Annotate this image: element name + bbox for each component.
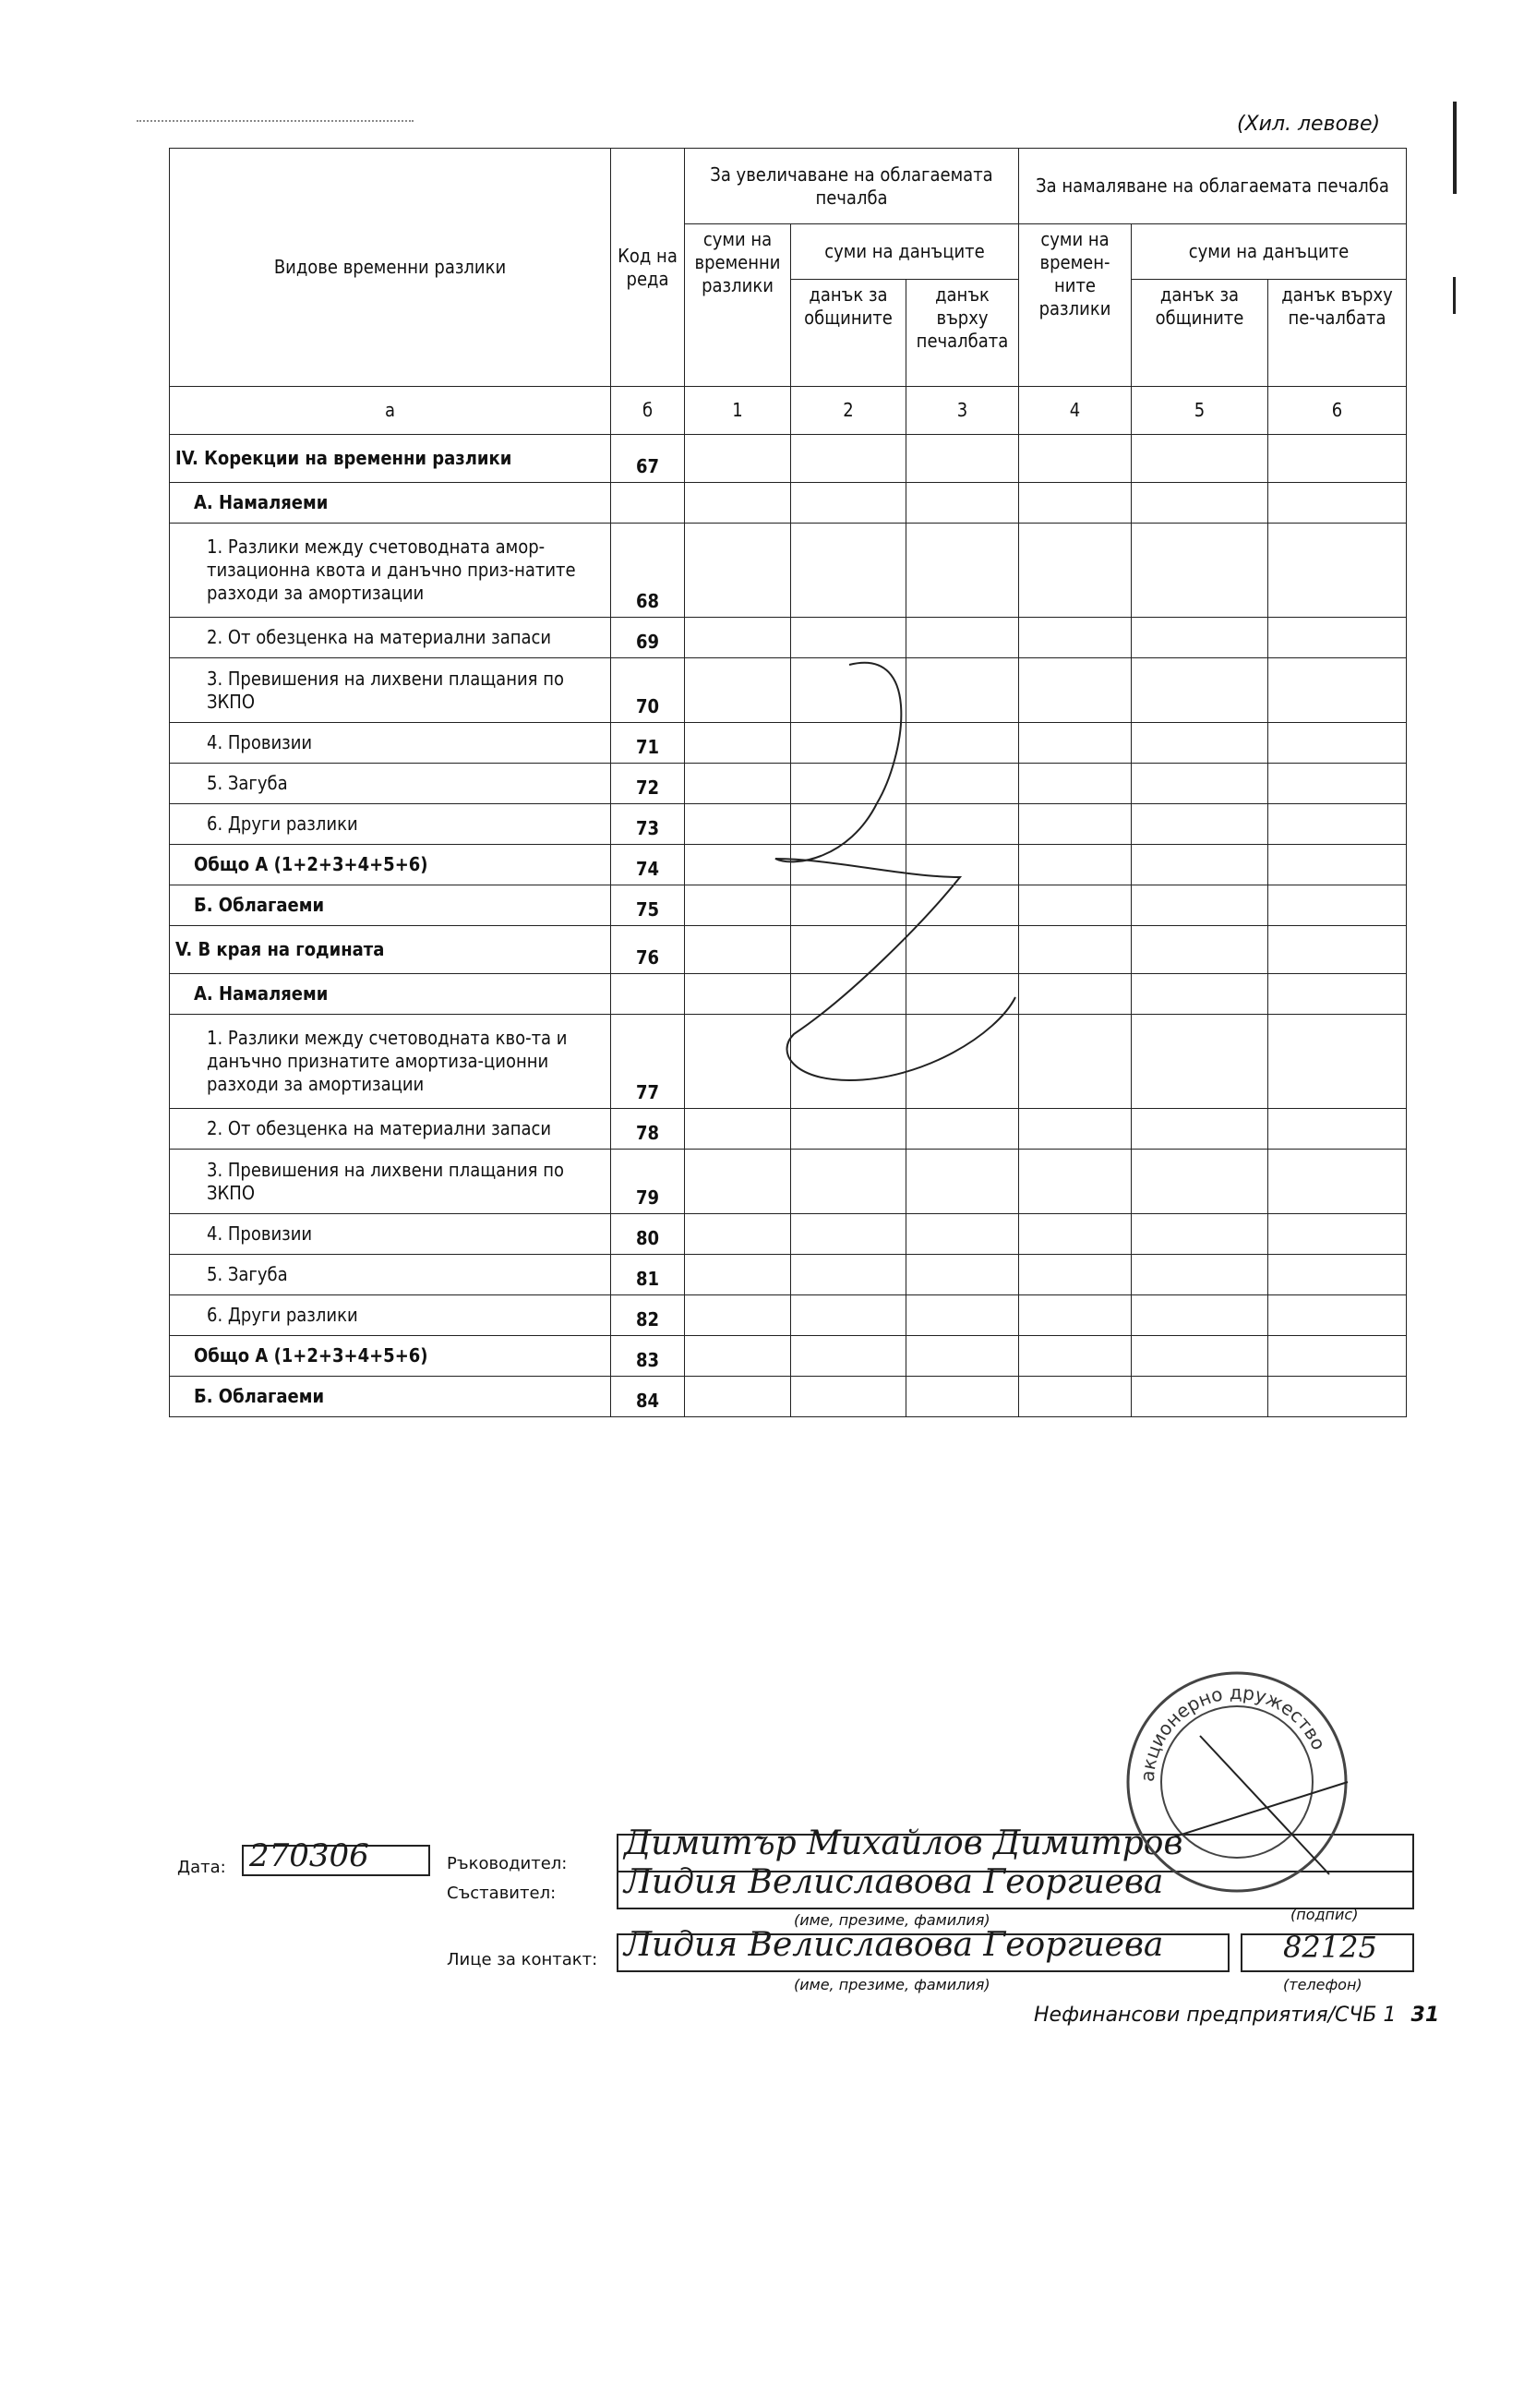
row-code: 82 bbox=[611, 1295, 685, 1336]
value-cell[interactable] bbox=[1132, 926, 1268, 974]
header-group-decrease: За намаляване на облагаемата печалба bbox=[1019, 149, 1407, 224]
page-number: 31 bbox=[1410, 2004, 1440, 2027]
value-cell[interactable] bbox=[791, 483, 906, 524]
right-edge-mark bbox=[1453, 102, 1457, 194]
value-cell[interactable] bbox=[1132, 658, 1268, 723]
header-type: Видове временни разлики bbox=[170, 149, 611, 387]
value-cell[interactable] bbox=[906, 1150, 1019, 1214]
row-code: 69 bbox=[611, 618, 685, 658]
table-row bbox=[170, 1255, 1407, 1295]
company-stamp bbox=[1117, 1662, 1357, 1902]
value-cell[interactable] bbox=[1132, 804, 1268, 845]
table-row bbox=[170, 1150, 1407, 1214]
header-tax-profit-2: данък върху пе-чалбата bbox=[1268, 280, 1407, 387]
index-cell: 1 bbox=[685, 387, 791, 435]
header-tax-municipal: данък за общините bbox=[791, 280, 906, 387]
value-cell[interactable] bbox=[791, 1295, 906, 1336]
row-label: 3. Превишения на лихвени плащания по ЗКПО bbox=[170, 658, 611, 723]
header-sums-taxes: суми на данъците bbox=[791, 224, 1019, 280]
row-code: 73 bbox=[611, 804, 685, 845]
value-cell[interactable] bbox=[1268, 974, 1407, 1015]
row-code: 83 bbox=[611, 1336, 685, 1377]
value-cell[interactable] bbox=[791, 524, 906, 618]
row-label: 2. От обезценка на материални запаси bbox=[170, 1109, 611, 1150]
row-code: 76 bbox=[611, 926, 685, 974]
value-cell[interactable] bbox=[1019, 1150, 1132, 1214]
header-sums-temp-increase: суми на временни разлики bbox=[685, 224, 791, 387]
value-cell[interactable] bbox=[791, 1377, 906, 1417]
row-label: 1. Разлики между счетоводната кво-та и данъчно признатите амортиза-ционни разходи за амортизации bbox=[170, 1015, 611, 1109]
value-cell[interactable] bbox=[1019, 1295, 1132, 1336]
row-label: 3. Превишения на лихвени плащания по ЗКПО bbox=[170, 1150, 611, 1214]
table-row bbox=[170, 1214, 1407, 1255]
phone-caption: (телефон) bbox=[1283, 1976, 1362, 1993]
table-row bbox=[170, 524, 1407, 618]
value-cell[interactable] bbox=[685, 1214, 791, 1255]
units-label: (Хил. левове) bbox=[1237, 113, 1381, 136]
header-tax-profit: данък върху печалбата bbox=[906, 280, 1019, 387]
value-cell[interactable] bbox=[906, 435, 1019, 483]
row-code bbox=[611, 483, 685, 524]
index-cell: 6 bbox=[1268, 387, 1407, 435]
right-edge-mark bbox=[1453, 277, 1456, 314]
header-dotted-line bbox=[137, 120, 414, 124]
row-code: 74 bbox=[611, 845, 685, 885]
value-cell[interactable] bbox=[906, 483, 1019, 524]
manager-label: Ръководител: bbox=[447, 1854, 568, 1873]
value-cell[interactable] bbox=[1268, 1255, 1407, 1295]
row-label: Общо А (1+2+3+4+5+6) bbox=[170, 1336, 611, 1377]
value-cell[interactable] bbox=[1268, 1214, 1407, 1255]
value-cell[interactable] bbox=[1132, 524, 1268, 618]
row-label: Б. Облагаеми bbox=[170, 1377, 611, 1417]
value-cell[interactable] bbox=[1268, 1109, 1407, 1150]
value-cell[interactable] bbox=[1019, 1377, 1132, 1417]
signature-caption: (подпис) bbox=[1290, 1906, 1359, 1923]
table-row bbox=[170, 435, 1407, 483]
value-cell[interactable] bbox=[685, 1377, 791, 1417]
value-cell[interactable] bbox=[685, 524, 791, 618]
row-label: Б. Облагаеми bbox=[170, 885, 611, 926]
row-code: 75 bbox=[611, 885, 685, 926]
date-label: Дата: bbox=[177, 1858, 226, 1877]
value-cell[interactable] bbox=[685, 1150, 791, 1214]
value-cell[interactable] bbox=[791, 1255, 906, 1295]
table-row bbox=[170, 1336, 1407, 1377]
value-cell[interactable] bbox=[1132, 723, 1268, 764]
stamp-text: акционерно дружество bbox=[1135, 1680, 1331, 1783]
value-cell[interactable] bbox=[1268, 524, 1407, 618]
row-code: 79 bbox=[611, 1150, 685, 1214]
index-cell: 2 bbox=[791, 387, 906, 435]
row-code: 81 bbox=[611, 1255, 685, 1295]
row-label: А. Намаляеми bbox=[170, 483, 611, 524]
value-cell[interactable] bbox=[906, 1214, 1019, 1255]
value-cell[interactable] bbox=[1268, 885, 1407, 926]
index-cell: 4 bbox=[1019, 387, 1132, 435]
value-cell[interactable] bbox=[906, 524, 1019, 618]
row-code: 77 bbox=[611, 1015, 685, 1109]
page-label: Нефинансови предприятия/СЧБ 1 bbox=[1034, 2004, 1397, 2027]
value-cell[interactable] bbox=[1019, 1336, 1132, 1377]
row-code: 67 bbox=[611, 435, 685, 483]
value-cell[interactable] bbox=[685, 483, 791, 524]
header-tax-municipal-2: данък за общините bbox=[1132, 280, 1268, 387]
row-label: 6. Други разлики bbox=[170, 1295, 611, 1336]
value-cell[interactable] bbox=[1132, 845, 1268, 885]
value-cell[interactable] bbox=[1019, 1255, 1132, 1295]
value-cell[interactable] bbox=[685, 1295, 791, 1336]
row-label: 4. Провизии bbox=[170, 723, 611, 764]
index-cell: а bbox=[170, 387, 611, 435]
row-label: 2. От обезценка на материални запаси bbox=[170, 618, 611, 658]
value-cell[interactable] bbox=[1132, 1109, 1268, 1150]
value-cell[interactable] bbox=[906, 1295, 1019, 1336]
value-cell[interactable] bbox=[1268, 435, 1407, 483]
row-label: Общо А (1+2+3+4+5+6) bbox=[170, 845, 611, 885]
value-cell[interactable] bbox=[1268, 764, 1407, 804]
value-cell[interactable] bbox=[791, 1336, 906, 1377]
value-cell[interactable] bbox=[906, 1255, 1019, 1295]
row-code: 78 bbox=[611, 1109, 685, 1150]
row-label: V. В края на годината bbox=[170, 926, 611, 974]
row-label: А. Намаляеми bbox=[170, 974, 611, 1015]
value-cell[interactable] bbox=[1019, 524, 1132, 618]
row-code: 68 bbox=[611, 524, 685, 618]
row-code: 71 bbox=[611, 723, 685, 764]
value-cell[interactable] bbox=[1268, 845, 1407, 885]
manager-signature: Димитър Михайлов Димитров bbox=[624, 1824, 1183, 1862]
value-cell[interactable] bbox=[1268, 483, 1407, 524]
value-cell[interactable] bbox=[1132, 483, 1268, 524]
value-cell[interactable] bbox=[1019, 435, 1132, 483]
row-label: 4. Провизии bbox=[170, 1214, 611, 1255]
index-cell: 5 bbox=[1132, 387, 1268, 435]
compiler-signature: Лидия Велиславова Георгиева bbox=[624, 1863, 1164, 1901]
value-cell[interactable] bbox=[791, 435, 906, 483]
name-caption-2: (име, презиме, фамилия) bbox=[794, 1976, 990, 1993]
value-cell[interactable] bbox=[791, 1214, 906, 1255]
value-cell[interactable] bbox=[1268, 1377, 1407, 1417]
page-footer bbox=[1034, 2004, 1439, 2027]
value-cell[interactable] bbox=[1132, 764, 1268, 804]
table-row bbox=[170, 1377, 1407, 1417]
phone-value: 82125 bbox=[1283, 1930, 1377, 1965]
row-label: 6. Други разлики bbox=[170, 804, 611, 845]
value-cell[interactable] bbox=[1132, 1295, 1268, 1336]
value-cell[interactable] bbox=[1268, 1295, 1407, 1336]
value-cell[interactable] bbox=[1268, 658, 1407, 723]
value-cell[interactable] bbox=[1132, 1214, 1268, 1255]
value-cell[interactable] bbox=[1268, 804, 1407, 845]
index-cell: б bbox=[611, 387, 685, 435]
header-sums-temp-decrease: суми на времен-ните разлики bbox=[1019, 224, 1132, 387]
value-cell[interactable] bbox=[1132, 1015, 1268, 1109]
value-cell[interactable] bbox=[1268, 1150, 1407, 1214]
value-cell[interactable] bbox=[1132, 1336, 1268, 1377]
value-cell[interactable] bbox=[1019, 483, 1132, 524]
value-cell[interactable] bbox=[685, 435, 791, 483]
value-cell[interactable] bbox=[1132, 618, 1268, 658]
value-cell[interactable] bbox=[906, 1377, 1019, 1417]
contact-label: Лице за контакт: bbox=[447, 1950, 598, 1969]
table-row bbox=[170, 483, 1407, 524]
row-label: 1. Разлики между счетоводната амор-тизационна квота и данъчно приз-натите разходи за амортизации bbox=[170, 524, 611, 618]
value-cell[interactable] bbox=[1132, 435, 1268, 483]
value-cell[interactable] bbox=[1132, 1150, 1268, 1214]
value-cell[interactable] bbox=[1132, 885, 1268, 926]
header-sums-taxes-2: суми на данъците bbox=[1132, 224, 1407, 280]
handwritten-scribble bbox=[738, 646, 1043, 1126]
contact-signature: Лидия Велиславова Георгиева bbox=[624, 1926, 1164, 1964]
value-cell[interactable] bbox=[1268, 618, 1407, 658]
index-cell: 3 bbox=[906, 387, 1019, 435]
value-cell[interactable] bbox=[791, 1150, 906, 1214]
row-label: 5. Загуба bbox=[170, 764, 611, 804]
value-cell[interactable] bbox=[1019, 1214, 1132, 1255]
value-cell[interactable] bbox=[1268, 926, 1407, 974]
value-cell[interactable] bbox=[1268, 1336, 1407, 1377]
value-cell[interactable] bbox=[906, 1336, 1019, 1377]
value-cell[interactable] bbox=[1132, 974, 1268, 1015]
row-label: 5. Загуба bbox=[170, 1255, 611, 1295]
value-cell[interactable] bbox=[1132, 1255, 1268, 1295]
date-value: 270306 bbox=[249, 1837, 369, 1874]
row-code: 72 bbox=[611, 764, 685, 804]
value-cell[interactable] bbox=[1268, 1015, 1407, 1109]
row-label: IV. Корекции на временни разлики bbox=[170, 435, 611, 483]
value-cell[interactable] bbox=[1268, 723, 1407, 764]
header-group-increase: За увеличаване на облагаемата печалба bbox=[685, 149, 1019, 224]
value-cell[interactable] bbox=[685, 1336, 791, 1377]
row-code: 84 bbox=[611, 1377, 685, 1417]
header-code: Код на реда bbox=[611, 149, 685, 387]
value-cell[interactable] bbox=[1132, 1377, 1268, 1417]
table-row bbox=[170, 1295, 1407, 1336]
row-code: 80 bbox=[611, 1214, 685, 1255]
name-caption: (име, презиме, фамилия) bbox=[794, 1911, 990, 1929]
value-cell[interactable] bbox=[685, 1255, 791, 1295]
row-code: 70 bbox=[611, 658, 685, 723]
compiler-label: Съставител: bbox=[447, 1884, 557, 1903]
row-code bbox=[611, 974, 685, 1015]
svg-text:акционерно дружество bbox=[1136, 1681, 1330, 1783]
